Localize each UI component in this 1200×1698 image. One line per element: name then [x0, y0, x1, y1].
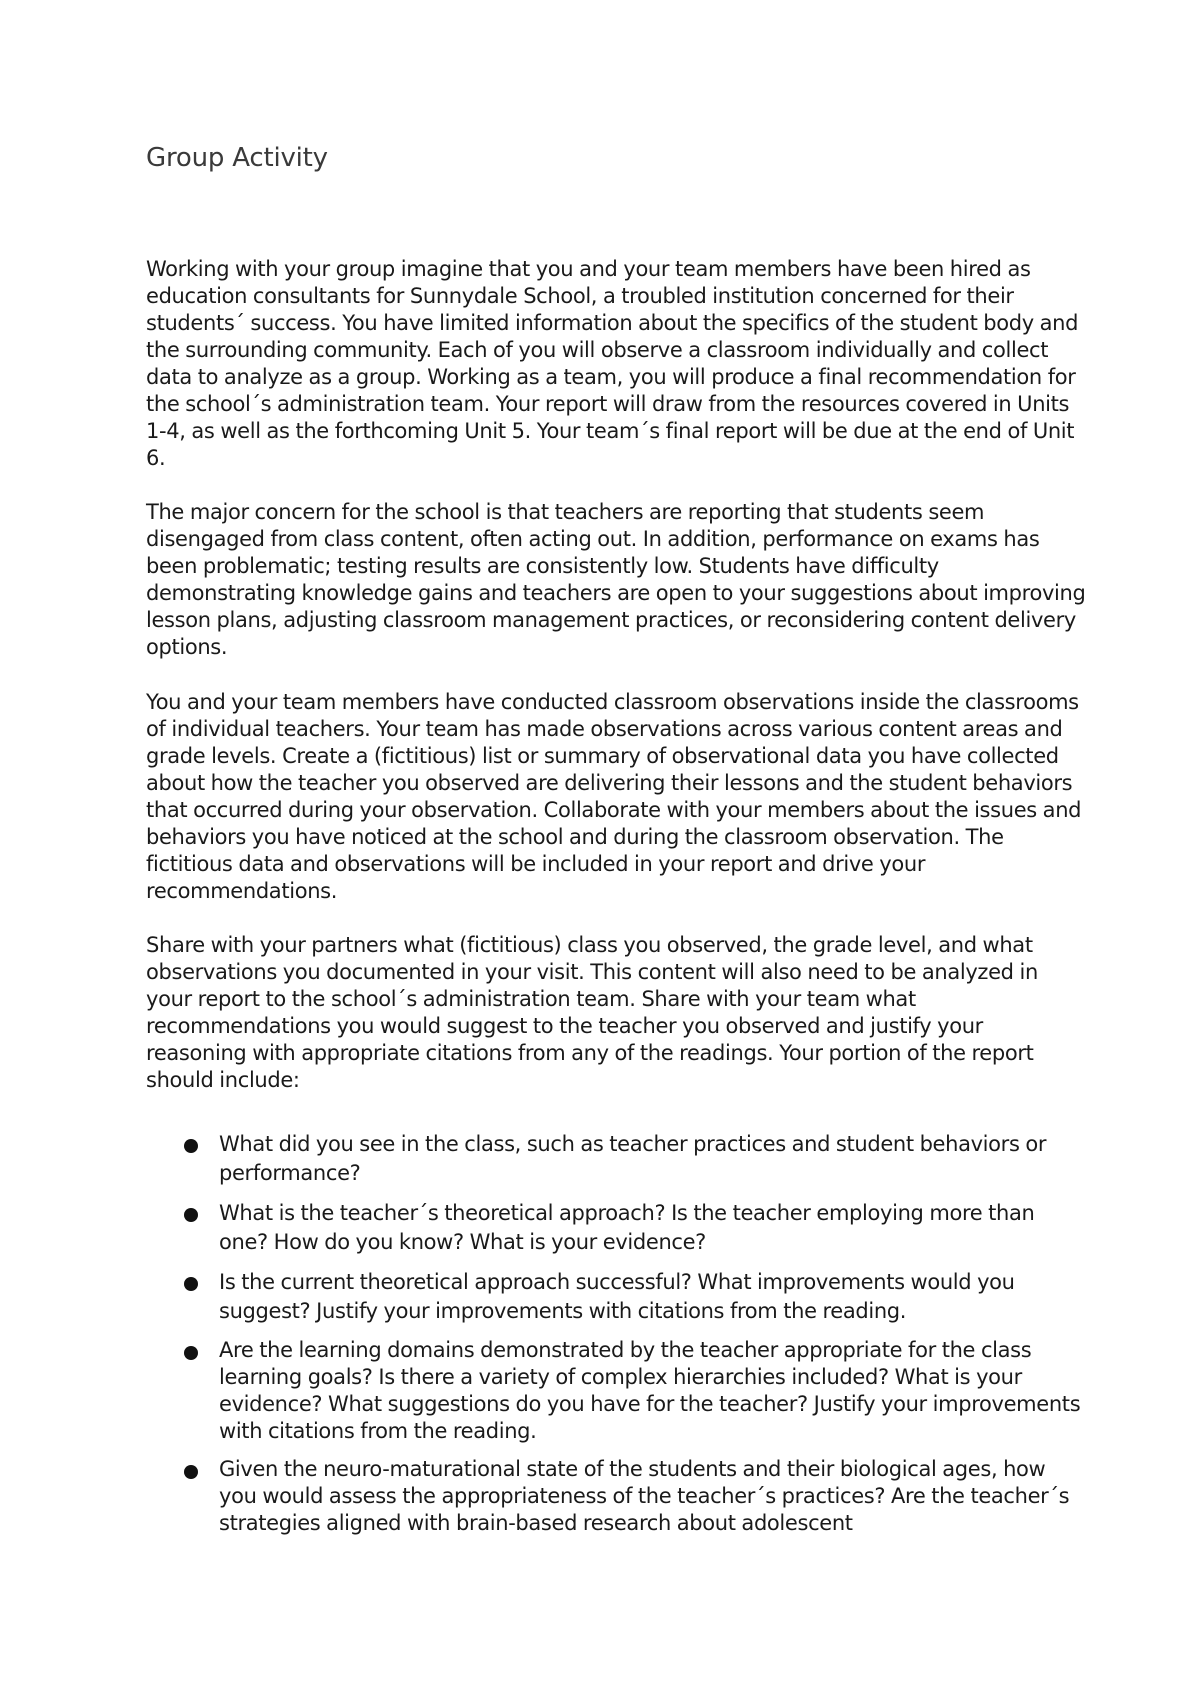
list-item	[146, 1456, 1086, 1537]
bullet-icon	[184, 1208, 198, 1222]
list-item-text: What did you see in the class, such as teacher practices and student behaviors or performance?	[219, 1132, 1047, 1185]
list-item	[146, 1199, 1086, 1257]
list-item-text: Is the current theoretical approach successful? What improvements would you suggest? Justify your improvements with citations from the reading.	[219, 1270, 1015, 1323]
document-title: Group Activity	[146, 143, 328, 173]
paragraph-major-concern: The major concern for the school is that teachers are reporting that students seem disengaged from class content, often acting out. In addition, performance on exams has been problematic; testing results are consistently low. Students have difficulty demonstrating knowledge gains and teachers are open to your suggestions about improving lesson plans, adjusting classroom management practices, or reconsidering content delivery options.	[146, 500, 1086, 659]
bullet-icon	[184, 1139, 198, 1153]
report-requirements-list	[146, 1130, 1086, 1548]
list-item	[146, 1337, 1086, 1445]
paragraph-share: Share with your partners what (fictitious) class you observed, the grade level, and what observations you documented in your visit. This content will also need to be analyzed in your report to the school´s administration team. Share with your team what recommendations you would suggest to the teacher you observed and justify your reasoning with appropriate citations from any of the readings. Your portion of the report should include:	[146, 933, 1038, 1092]
list-item-text: Given the neuro-maturational state of the students and their biological ages, how you would assess the appropriateness of the teacher´s practices? Are the teacher´s strategies aligned with brain-based research about adolescent	[219, 1457, 1070, 1535]
paragraph-observations: You and your team members have conducted classroom observations inside the classrooms of individual teachers. Your team has made observations across various content areas and grade levels. Create a (fictitious) list or summary of observational data you have collected about how the teacher you observed are delivering their lessons and the student behaviors that occurred during your observation. Collaborate with your members about the issues and behaviors you have noticed at the school and during the classroom observation. The fictitious data and observations will be included in your report and drive your recommendations.	[146, 690, 1082, 903]
bullet-icon	[184, 1465, 198, 1479]
bullet-icon	[184, 1346, 198, 1360]
bullet-icon	[184, 1277, 198, 1291]
list-item-text: What is the teacher´s theoretical approach? Is the teacher employing more than one? How do you know? What is your evidence?	[219, 1201, 1035, 1254]
list-item	[146, 1130, 1086, 1188]
paragraph-intro: Working with your group imagine that you and your team members have been hired as education consultants for Sunnydale School, a troubled institution concerned for their students´ success. You have limited information about the specifics of the student body and the surrounding community. Each of you will observe a classroom individually and collect data to analyze as a group. Working as a team, you will produce a final recommendation for the school´s administration team. Your report will draw from the resources covered in Units 1-4, as well as the forthcoming Unit 5. Your team´s final report will be due at the end of Unit 6.	[146, 257, 1079, 470]
list-item	[146, 1268, 1086, 1326]
list-item-text: Are the learning domains demonstrated by the teacher appropriate for the class learning goals? Is there a variety of complex hierarchies included? What is your evidence? What suggestions do you have for the teacher? Justify your improvements with citations from the reading.	[219, 1338, 1081, 1443]
